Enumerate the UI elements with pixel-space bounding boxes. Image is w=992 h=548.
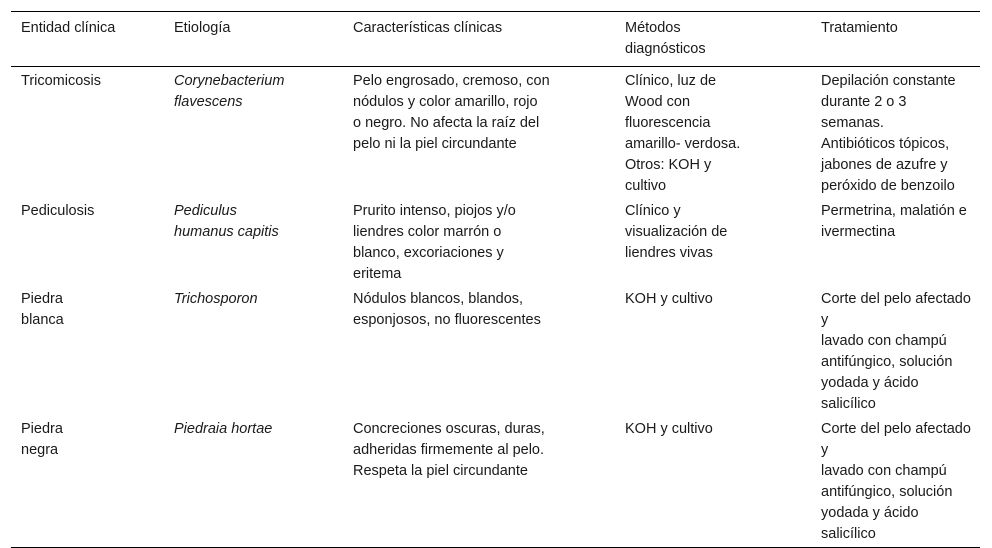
header-row bbox=[11, 12, 980, 67]
header-caracteristicas-clinicas: Características clínicas bbox=[353, 20, 503, 36]
header-entidad-clinica: Entidad clínica bbox=[21, 20, 116, 36]
cell-caracteristicas: Prurito intenso, piojos y/o liendres color marrón o blanco, excoriaciones y eritema bbox=[353, 203, 516, 282]
cell-caracteristicas: Concreciones oscuras, duras, adheridas firmemente al pelo. Respeta la piel circundante bbox=[353, 421, 545, 479]
cell-tratamiento: Corte del pelo afectado y lavado con champú antifúngico, solución yodada y ácido salicílico bbox=[821, 421, 971, 542]
cell-entidad: Piedra blanca bbox=[21, 291, 64, 328]
cell-etiologia: Piedraia hortae bbox=[174, 421, 273, 437]
table-row bbox=[11, 67, 980, 198]
cell-tratamiento: Corte del pelo afectado y lavado con champú antifúngico, solución yodada y ácido salicílico bbox=[821, 291, 971, 412]
cell-entidad: Piedra negra bbox=[21, 421, 63, 458]
cell-etiologia: Trichosporon bbox=[174, 291, 258, 307]
table-body bbox=[11, 67, 980, 548]
table-row bbox=[11, 197, 980, 285]
cell-etiologia: Pediculus humanus capitis bbox=[174, 203, 279, 240]
clinical-entities-table bbox=[11, 11, 980, 548]
clinical-table-container bbox=[11, 11, 980, 548]
cell-etiologia: Corynebacterium flavescens bbox=[174, 73, 285, 110]
cell-diagnostico: Clínico, luz de Wood con fluorescencia amarillo- verdosa. Otros: KOH y cultivo bbox=[625, 73, 741, 194]
cell-caracteristicas: Pelo engrosado, cremoso, con nódulos y color amarillo, rojo o negro. No afecta la raíz del pelo ni la piel circundante bbox=[353, 73, 550, 152]
header-metodos-diagnosticos: Métodos diagnósticos bbox=[625, 20, 706, 57]
cell-diagnostico: KOH y cultivo bbox=[625, 291, 713, 307]
cell-tratamiento: Permetrina, malatión e ivermectina bbox=[821, 203, 967, 240]
table-header bbox=[11, 12, 980, 67]
table-row bbox=[11, 415, 980, 548]
cell-entidad: Pediculosis bbox=[21, 203, 95, 219]
cell-diagnostico: Clínico y visualización de liendres vivas bbox=[625, 203, 728, 261]
cell-diagnostico: KOH y cultivo bbox=[625, 421, 713, 437]
header-etiologia: Etiología bbox=[174, 20, 231, 36]
table-row bbox=[11, 285, 980, 415]
cell-entidad: Tricomicosis bbox=[21, 73, 102, 89]
header-tratamiento: Tratamiento bbox=[821, 20, 898, 36]
cell-tratamiento: Depilación constante durante 2 o 3 semanas. Antibióticos tópicos, jabones de azufre y peróxido de benzoilo bbox=[821, 73, 956, 194]
cell-caracteristicas: Nódulos blancos, blandos, esponjosos, no fluorescentes bbox=[353, 291, 541, 328]
